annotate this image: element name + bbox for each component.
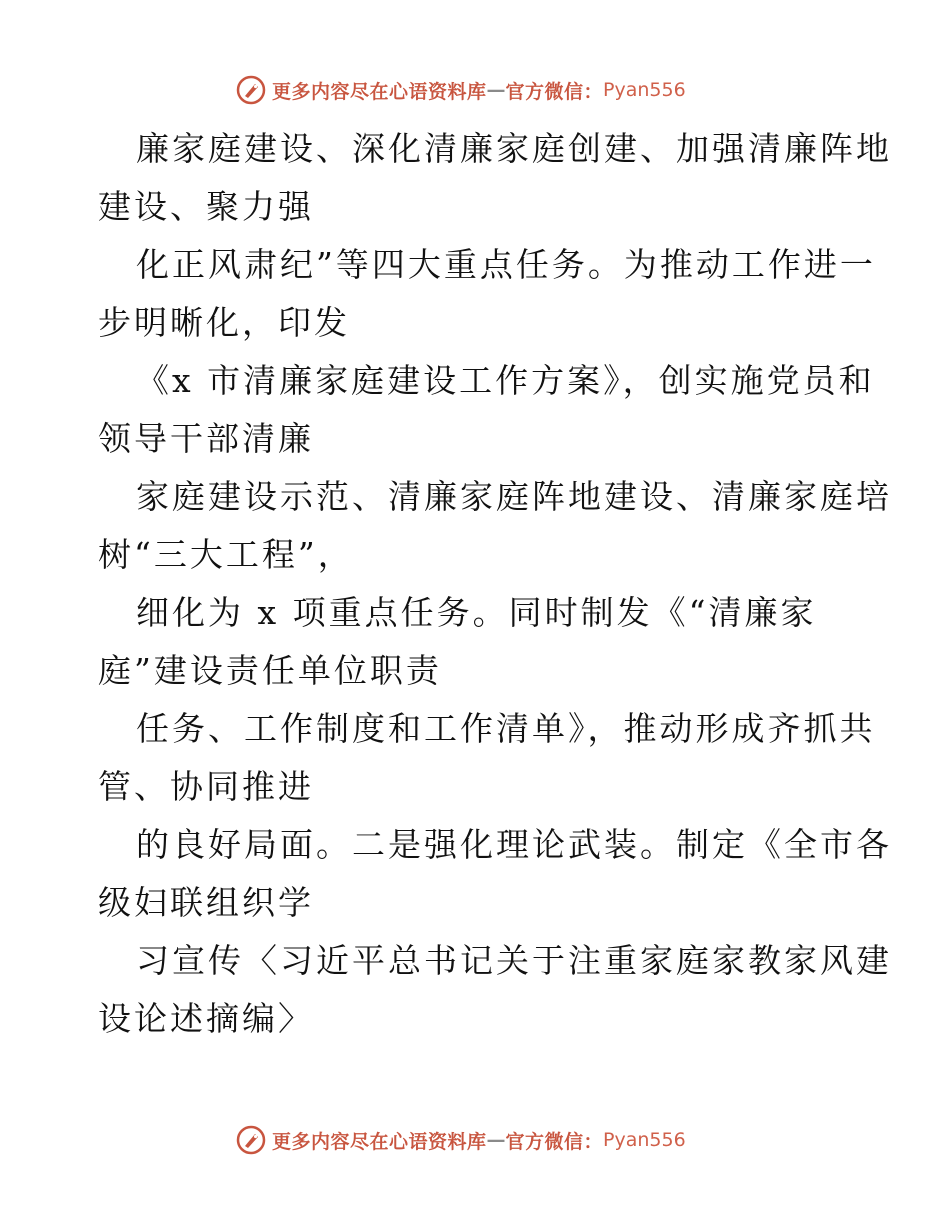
watermark-separator: — [486, 1129, 506, 1151]
watermark-wechat-id: Pyan556 [603, 1129, 686, 1151]
text-line: 建设、聚力强 [98, 187, 314, 226]
text-line: 家庭建设示范、清廉家庭阵地建设、清廉家庭培 [136, 477, 892, 516]
text-line: 任务、工作制度和工作清单》，推动形成齐抓共 [136, 709, 876, 748]
text-line: 的良好局面。二是强化理论武装。制定《全市各 [136, 825, 892, 864]
document-body [98, 120, 892, 1048]
text-line: 化正风肃纪”等四大重点任务。为推动工作进一 [136, 245, 876, 284]
text-line: 步明晰化，印发 [98, 303, 350, 342]
text-line: 细化为 x 项重点任务。同时制发《“清廉家 [136, 593, 817, 632]
watermark-brand: 更多内容尽在心语资料库 [272, 1130, 487, 1153]
watermark-wechat-id: Pyan556 [603, 79, 686, 101]
text-line: 领导干部清廉 [98, 419, 314, 458]
text-line: 设论述摘编〉 [98, 999, 314, 1038]
text-line: 廉家庭建设、深化清廉家庭创建、加强清廉阵地 [136, 129, 892, 168]
pen-nib-icon [236, 1125, 266, 1155]
text-line: 《x 市清廉家庭建设工作方案》，创实施党员和 [136, 361, 875, 400]
watermark-separator: — [486, 79, 506, 101]
watermark-wechat-label: 官方微信： [505, 80, 604, 103]
footer-watermark [236, 1122, 686, 1158]
watermark-brand: 更多内容尽在心语资料库 [272, 80, 487, 103]
header-watermark [236, 72, 686, 108]
text-line: 习宣传〈习近平总书记关于注重家庭家教家风建 [136, 941, 892, 980]
text-line: 管、协同推进 [98, 767, 314, 806]
watermark-wechat-label: 官方微信： [505, 1130, 604, 1153]
pen-nib-icon [236, 75, 266, 105]
text-line: 庭”建设责任单位职责 [98, 651, 442, 690]
text-line: 级妇联组织学 [98, 883, 314, 922]
text-line: 树“三大工程”， [98, 535, 354, 574]
